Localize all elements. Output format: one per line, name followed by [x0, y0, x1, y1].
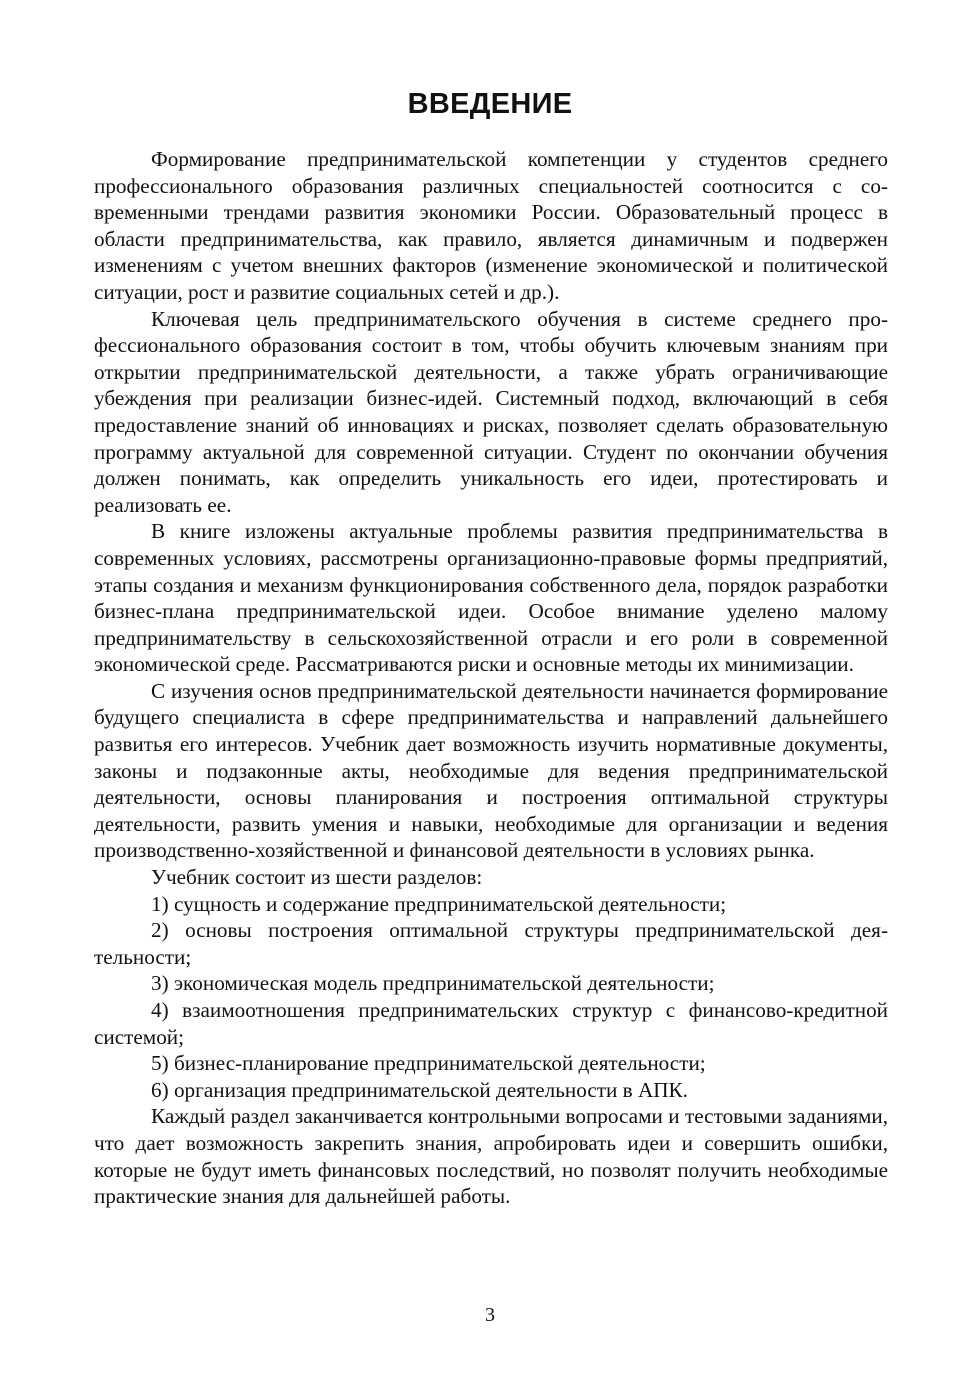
page-number: 3 [485, 1304, 495, 1326]
list-item: 5) бизнес-планирование предпринимательской деятельности; [151, 1051, 706, 1076]
intro-paragraph-1: Формирование предпринимательской компетенции у студентов среднего профессионального образования различных специальностей соотносится с современными трендами развития экономики России. Образовательный процесс в области предпринимательства, как правило, является динамичным и подвержен изменениям с учетом внешних факторов (изменение экономической и политической ситуации, рост и развитие социальных сетей и др.). [94, 147, 888, 304]
intro-paragraph-4: С изучения основ предпринимательской деятельности начинается формирование будущего специалиста в сфере предпринимательства и направлений дальнейшего развитья его интересов. Учебник дает возможность изучить нормативные документы, законы и подзаконные акты, необходимые для ведения предпринимательской деятельности, основы планирования и построения оптимальной структуры деятельности, развить умения и навыки, необходимые для организации и ведения производственно-хозяйственной и финансовой деятельности в условиях рынка. [94, 678, 888, 863]
list-item: 1) сущность и содержание предпринимательской деятельности; [151, 891, 727, 916]
list-item: 2) основы построения оптимальной структуры предпринимательской деятельности; [94, 918, 888, 969]
sections-lead-in: Учебник состоит из шести разделов: [151, 865, 483, 890]
list-item: 6) организация предпринимательской деятельности в АПК. [151, 1077, 688, 1102]
list-item: 3) экономическая модель предпринимательской деятельности; [151, 971, 715, 996]
body-text [94, 146, 888, 1210]
sections-list [94, 891, 888, 1104]
list-item: 4) взаимоотношения предпринимательских структур с финансово-кредитной системой; [94, 998, 888, 1049]
intro-paragraph-3: В книге изложены актуальные проблемы развития предпринимательства в современных условиях, рассмотрены организационно-правовые формы предприятий, этапы создания и механизм функционирования собственного дела, порядок разработки бизнес-плана предпринимательской идеи. Особое внимание уделено малому предпринимательству в сельскохозяйственной отрасли и его роли в современной экономической среде. Рассматриваются риски и основные методы их минимизации. [94, 519, 888, 677]
page-title: ВВЕДЕНИЕ [407, 88, 573, 120]
intro-paragraph-2: Ключевая цель предпринимательского обучения в системе среднего профессионального образования состоит в том, чтобы обучить ключевым знаниям при открытии предпринимательской деятельности, а также убрать ограничивающие убеждения при реализации бизнес-идей. Системный подход, включающий в себя предоставление знаний об инновациях и рисках, позволяет сделать образовательную программу актуальной для современной ситуации. Студент по окончании обучения должен понимать, как определить уникальность его идеи, протестировать и реализовать ее. [94, 306, 888, 517]
closing-paragraph: Каждый раздел заканчивается контрольными вопросами и тестовыми заданиями, что дает возможность закрепить знания, апробировать идеи и совершить ошибки, которые не будут иметь финансовых последствий, но позволят получить необходимые практические знания для дальнейшей работы. [94, 1104, 888, 1209]
